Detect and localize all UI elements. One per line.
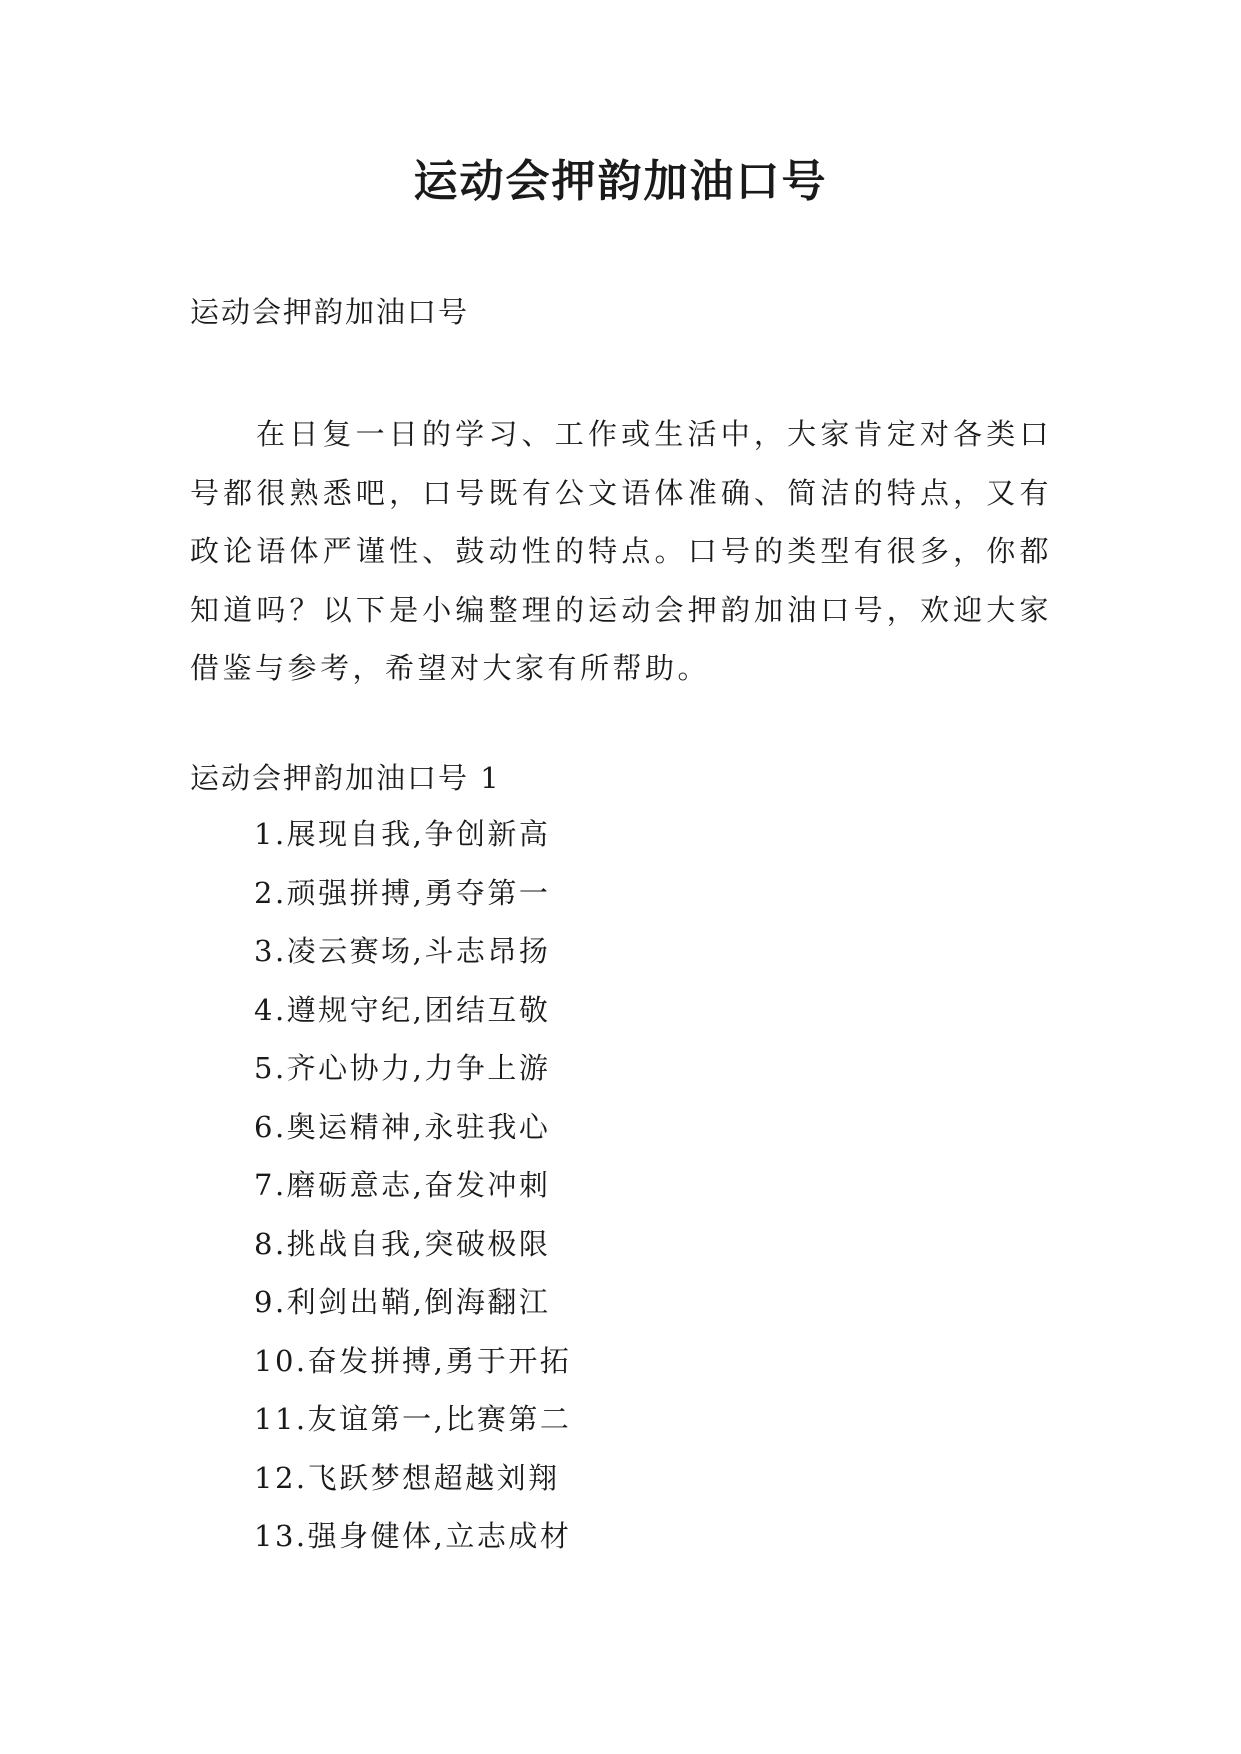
slogan-item: 9.利剑出鞘,倒海翻江 (254, 1285, 551, 1319)
intro-paragraph: 在日复一日的学习、工作或生活中，大家肯定对各类口号都很熟悉吧，口号既有公文语体准确、简洁的特点，又有政论语体严谨性、鼓动性的特点。口号的类型有很多，你都知道吗？以下是小编整理的运动会押韵加油口号，欢迎大家借鉴与参考，希望对大家有所帮助。 (190, 417, 1052, 685)
document-subtitle: 运动会押韵加油口号 (190, 295, 470, 329)
slogan-item: 1.展现自我,争创新高 (254, 817, 551, 851)
slogan-item: 4.遵规守纪,团结互敬 (254, 992, 551, 1027)
slogan-item: 8.挑战自我,突破极限 (254, 1226, 551, 1261)
slogan-item: 13.强身健体,立志成材 (254, 1519, 572, 1553)
slogan-item: 10.奋发拼搏,勇于开拓 (254, 1343, 572, 1378)
slogan-item: 12.飞跃梦想超越刘翔 (254, 1460, 560, 1495)
slogan-list (254, 814, 571, 1575)
document-title: 运动会押韵加油口号 (413, 156, 828, 207)
slogan-item: 3.凌云赛场,斗志昂扬 (254, 934, 551, 968)
slogan-item: 2.顽强拼搏,勇夺第一 (254, 875, 551, 910)
slogan-item: 6.奥运精神,永驻我心 (254, 1109, 551, 1144)
slogan-item: 7.磨砺意志,奋发冲刺 (254, 1168, 551, 1202)
section-heading: 运动会押韵加油口号 1 (190, 761, 501, 795)
slogan-item: 11.友谊第一,比赛第二 (254, 1402, 572, 1436)
slogan-item: 5.齐心协力,力争上游 (254, 1051, 551, 1085)
